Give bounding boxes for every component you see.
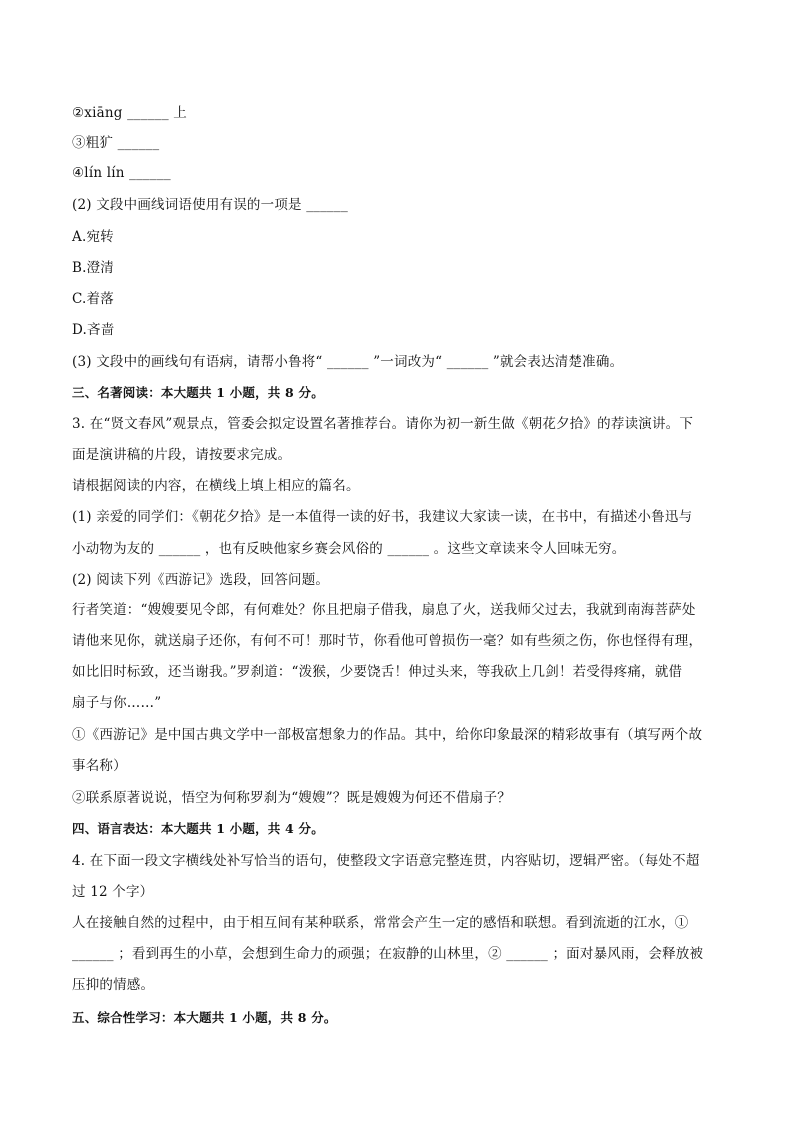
q3-2-a-line-2: 事名称） <box>72 758 127 774</box>
q2-1-item-2: ②xiāng ______ 上 <box>72 105 188 121</box>
passage-line-1: 行者笑道：“嫂嫂要见令郎，有何难处？你且把扇子借我，扇息了火，送我师父过去，我就到南海菩萨处 <box>72 602 696 618</box>
q3-2-b: ②联系原著说说，悟空为何称罗刹为“嫂嫂”？既是嫂嫂为何还不借扇子？ <box>72 790 511 806</box>
option-b: B.澄清 <box>72 260 115 276</box>
passage-line-2: 请他来见你，就送扇子还你，有何不可！那时节，你看他可曾损伤一毫？如有些须之伤，你也怪得有理， <box>72 633 703 649</box>
option-a: A.宛转 <box>72 229 114 245</box>
q2-1-item-3: ③粗犷 ______ <box>72 135 160 151</box>
q3-instruction: 请根据阅读的内容，在横线上填上相应的篇名。 <box>72 478 360 494</box>
passage-line-4: 扇子与你……” <box>72 695 162 711</box>
q3-1-line-1: (1) 亲爱的同学们：《朝花夕拾》是一本值得一读的好书，我建议大家读一读，在书中，有描述小鲁迅与 <box>72 509 693 525</box>
q4-text-line-2: ______ ；看到再生的小草，会想到生命力的顽强；在寂静的山林里，② ______ ；面对暴风雨，会释放被 <box>72 946 704 962</box>
section-3-title: 三、名著阅读：本大题共 1 小题，共 8 分。 <box>72 385 324 400</box>
q3-1-line-2: 小动物为友的 ______ ，也有反映他家乡赛会风俗的 ______ 。这些文章读来令人回味无穷。 <box>72 541 626 557</box>
q4-line-2: 过 12 个字） <box>72 884 154 900</box>
q3-2-a-line-1: ①《西游记》是中国古典文学中一部极富想象力的作品。其中，给你印象最深的精彩故事有（填写两个故 <box>72 727 703 743</box>
passage-line-3: 如比旧时标致，还当谢我。”罗刹道：“泼猴，少要饶舌！伸过头来，等我砍上几剑！若受得疼痛，就借 <box>72 664 683 680</box>
q3-intro-line-2: 面是演讲稿的片段，请按要求完成。 <box>72 447 292 463</box>
q3-2-title: (2) 阅读下列《西游记》选段，回答问题。 <box>72 572 330 588</box>
option-d: D.吝啬 <box>72 322 115 338</box>
q3-intro-line-1: 3. 在“贤文春风”观景点，管委会拟定设置名著推荐台。请你为初一新生做《朝花夕拾》的荐读演讲。下 <box>72 416 694 432</box>
section-5-title: 五、综合性学习：本大题共 1 小题，共 8 分。 <box>72 1010 337 1025</box>
section-4-title: 四、语言表达：本大题共 1 小题，共 4 分。 <box>72 821 324 836</box>
q4-line-1: 4. 在下面一段文字横线处补写恰当的语句，使整段文字语意完整连贯，内容贴切，逻辑严密。（每处不超 <box>72 853 700 869</box>
option-c: C.着落 <box>72 291 114 307</box>
question-2-2: (2) 文段中画线词语使用有误的一项是 ______ <box>72 197 348 213</box>
question-2-3: (3) 文段中的画线句有语病，请帮小鲁将“ ______ ”一词改为“ ______ ”就会表达清楚准确。 <box>72 354 624 370</box>
q2-1-item-4: ④lín lín ______ <box>72 165 171 181</box>
q4-text-line-3: 压抑的情感。 <box>72 977 155 993</box>
q4-text-line-1: 人在接触自然的过程中，由于相互间有某种联系，常常会产生一定的感悟和联想。看到流逝的江水，① <box>72 915 689 931</box>
